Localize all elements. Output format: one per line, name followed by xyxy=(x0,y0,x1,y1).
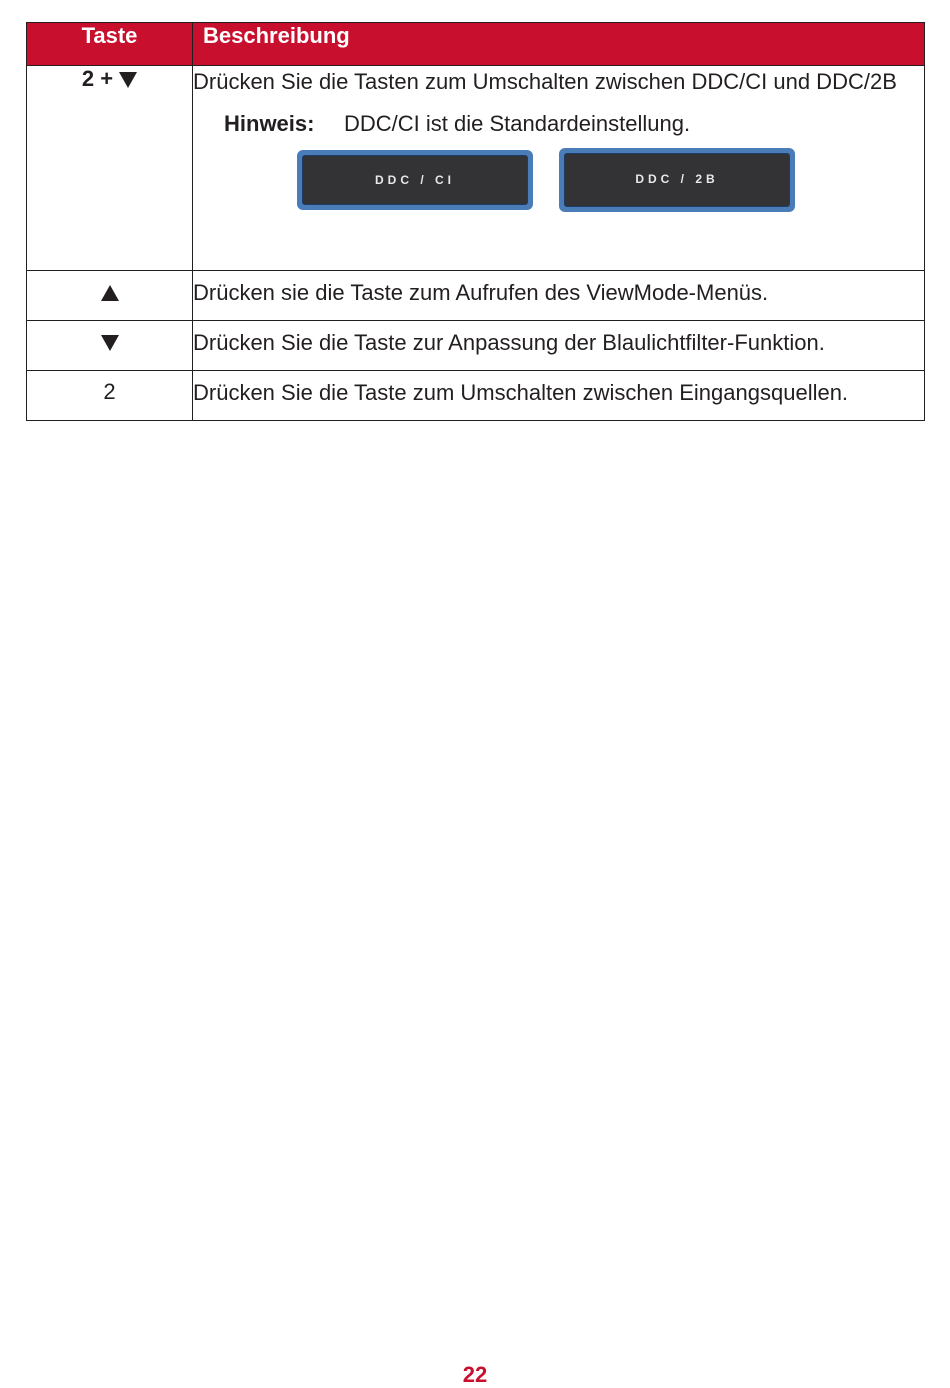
description-text: Drücken Sie die Tasten zum Umschalten zwischen DDC/CI und DDC/2B xyxy=(193,69,897,94)
key-function-table xyxy=(26,22,925,421)
osd-illustration xyxy=(193,148,924,218)
description-text: Drücken Sie die Taste zur Anpassung der Blaulichtfilter-Funktion. xyxy=(193,321,925,371)
description-cell xyxy=(193,66,925,271)
osd-button-label: DDC / CI xyxy=(302,155,528,205)
table-row xyxy=(27,371,925,421)
description-text: Drücken sie die Taste zum Aufrufen des ViewMode-Menüs. xyxy=(193,271,925,321)
key-label: 2 + xyxy=(81,66,120,91)
key-label: 2 xyxy=(27,371,193,421)
up-triangle-icon xyxy=(101,285,119,301)
table-row xyxy=(27,66,925,271)
osd-button-ddc-2b xyxy=(559,148,795,212)
note xyxy=(224,108,924,140)
header-key: Taste xyxy=(27,23,193,66)
table-row xyxy=(27,321,925,371)
osd-button-label: DDC / 2B xyxy=(564,153,790,207)
table-row xyxy=(27,271,925,321)
page-number: 22 xyxy=(462,1362,488,1387)
description-text: Drücken Sie die Taste zum Umschalten zwischen Eingangsquellen. xyxy=(193,371,925,421)
down-triangle-icon xyxy=(119,72,137,88)
osd-button-ddc-ci xyxy=(297,150,533,210)
key-cell xyxy=(27,321,193,371)
down-triangle-icon xyxy=(101,335,119,351)
table-header-row xyxy=(27,23,925,66)
note-label: Hinweis: xyxy=(224,111,315,136)
key-cell xyxy=(27,271,193,321)
key-cell xyxy=(27,66,193,271)
header-description: Beschreibung xyxy=(193,23,925,66)
note-text: DDC/CI ist die Standardeinstellung. xyxy=(344,111,691,136)
